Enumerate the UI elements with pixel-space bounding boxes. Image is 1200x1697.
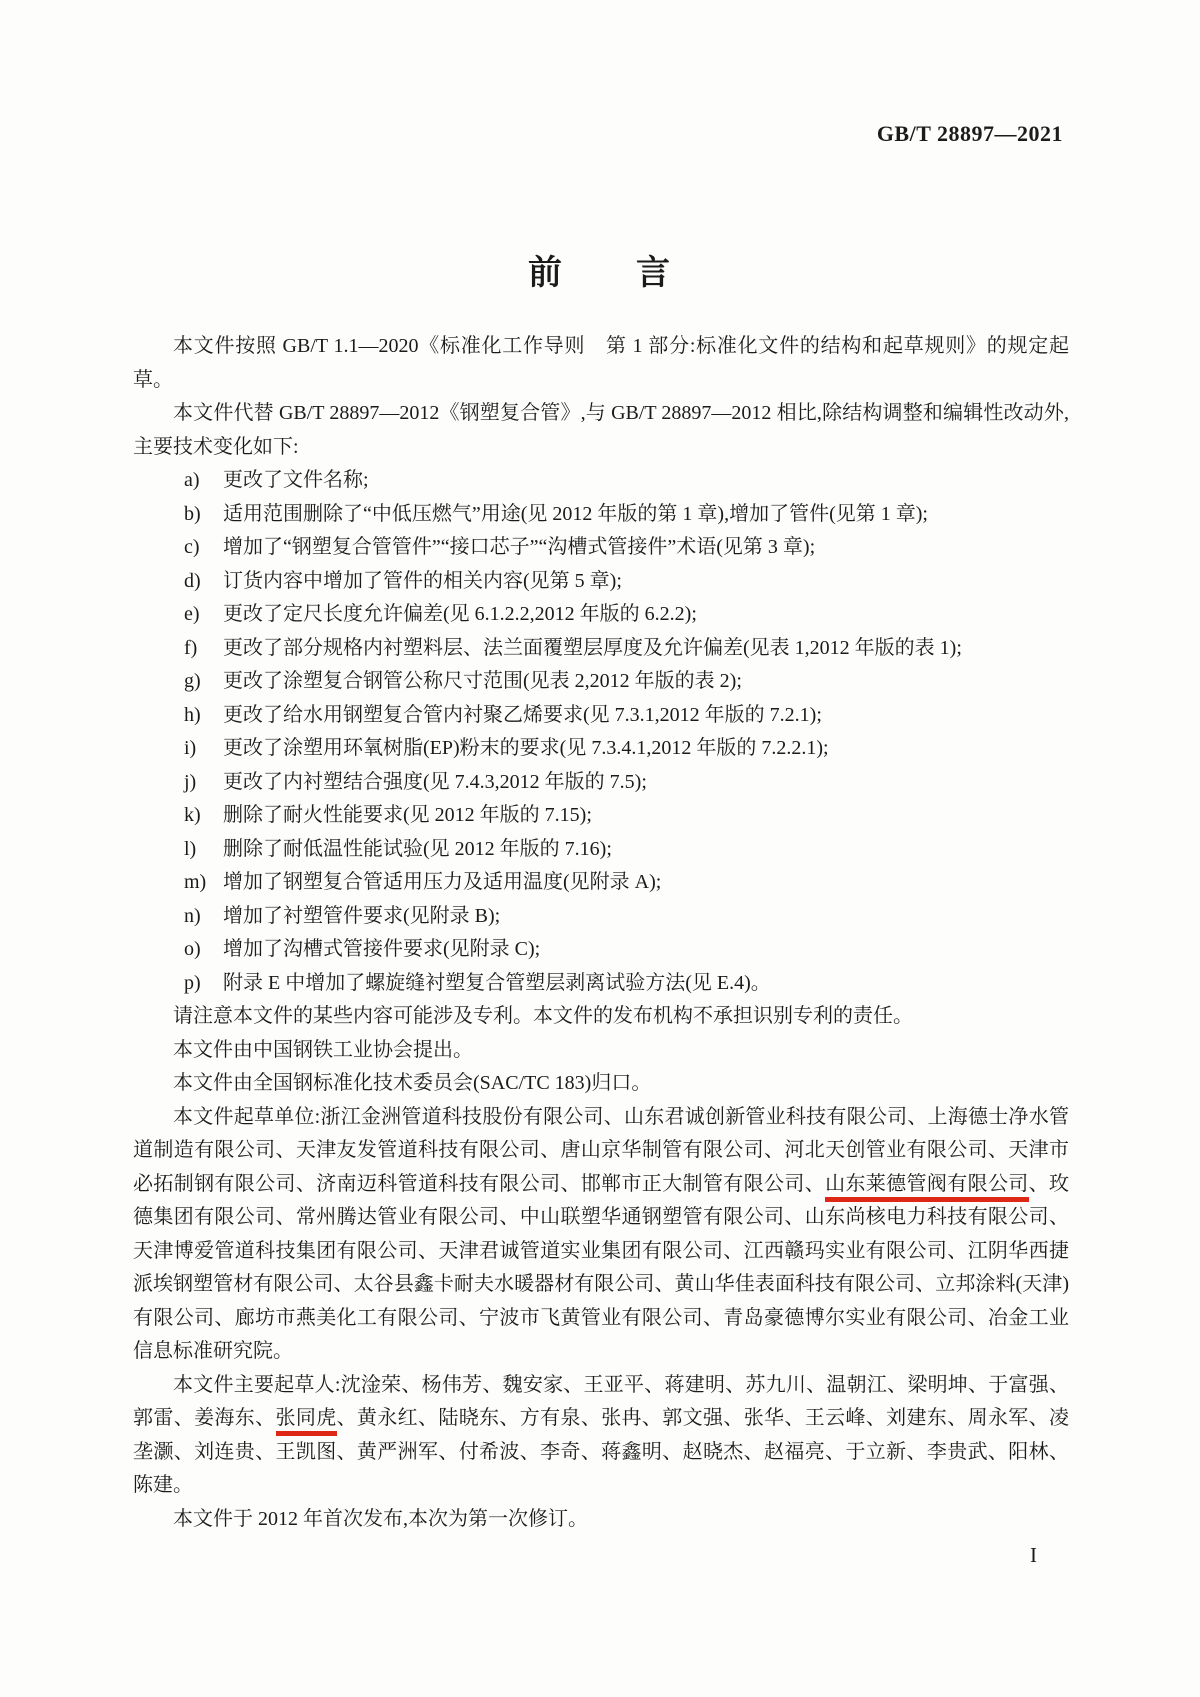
change-item-text: 订货内容中增加了管件的相关内容(见第 5 章); [223,569,622,592]
page-number: I [1030,1543,1037,1567]
change-item-label: g) [184,670,201,692]
change-item-label: j) [184,770,197,793]
change-item-label: f) [184,636,198,659]
change-item [133,799,1069,833]
foreword-paragraph-replaces: 本文件代替 GB/T 28897—2012《钢塑复合管》,与 GB/T 28897—2012 相比,除结构调整和编辑性改动外,主要技术变化如下: [133,402,1069,458]
change-item-label: b) [184,502,201,525]
change-item [133,933,1069,967]
change-item-text: 更改了涂塑用环氧树脂(EP)粉末的要求(见 7.3.4.1,2012 年版的 7.2.2.1); [223,737,829,759]
change-item-label: d) [184,569,201,592]
technical-changes-list [133,464,1069,1000]
change-item-text: 增加了钢塑复合管适用压力及适用温度(见附录 A); [223,871,662,893]
change-item-label: m) [184,871,207,893]
standard-number: GB/T 28897—2021 [876,121,1063,146]
drafting-units-prefix: 本文件起草单位:浙江金洲管道科技股份有限公司、山东君诚创新管业科技有限公司、上海德士净水管道制造有限公司、天津友发管道科技有限公司、唐山京华制管有限公司、河北天创管业有限公司、天津市必拓制钢有限公司、济南迈科管道科技有限公司、邯郸市正大制管有限公司、 [133,1105,1069,1195]
drafting-units-paragraph [133,1101,1069,1369]
change-item-text: 删除了耐低温性能试验(见 2012 年版的 7.16); [223,837,612,860]
change-item-label: k) [184,804,201,826]
change-item [133,464,1069,498]
drafters-prefix: 本文件主要起草人:沈淦荣、杨伟芳、魏安家、王亚平、蒋建明、苏九川、温朝江、梁明坤、于富强、郭雷、姜海东、 [133,1373,1069,1429]
change-item-label: l) [184,837,197,860]
change-item-label: i) [184,737,197,759]
change-item-label: p) [184,971,201,994]
change-item-text: 更改了部分规格内衬塑料层、法兰面覆塑层厚度及允许偏差(见表 1,2012 年版的表 1); [223,636,962,659]
red-underline-annotation-company: 山东莱德管阀有限公司 [825,1173,1029,1202]
change-item-text: 更改了文件名称; [223,469,369,491]
drafters-suffix: 、黄永红、陆晓东、方有泉、张冉、郭文强、张华、王云峰、刘建东、周永军、凌垄灏、刘连贵、王凯图、黄严洲军、付希波、李奇、蒋鑫明、赵晓杰、赵福亮、于立新、李贵武、阳林、陈建。 [133,1407,1070,1496]
change-item-text: 增加了“钢塑复合管管件”“接口芯子”“沟槽式管接件”术语(见第 3 章); [223,536,816,558]
drafting-units-suffix: 、玫德集团有限公司、常州腾达管业有限公司、中山联塑华通钢塑管有限公司、山东尚核电力科技有限公司、天津博爱管道科技集团有限公司、天津君诚管道实业集团有限公司、江西赣玛实业有限公司、江阴华西捷派埃钢塑管材有限公司、太谷县鑫卡耐夫水暖器材有限公司、黄山华佳表面科技有限公司、立邦涂料(天津)有限公司、廊坊市燕美化工有限公司、宁波市飞黄管业有限公司、青岛豪德博尔实业有限公司、冶金工业信息标准研究院。 [133,1172,1070,1362]
change-item [133,833,1069,867]
change-item-label: c) [184,536,200,558]
red-underline-annotation-person: 张同虎 [276,1407,337,1436]
change-item-text: 附录 E 中增加了螺旋缝衬塑复合管塑层剥离试验方法(见 E.4)。 [223,971,771,994]
centralized-by-paragraph: 本文件由全国钢标准化技术委员会(SAC/TC 183)归口。 [173,1072,652,1094]
patent-notice-paragraph: 请注意本文件的某些内容可能涉及专利。本文件的发布机构不承担识别专利的责任。 [173,1005,913,1027]
change-item [133,766,1069,800]
change-item-text: 更改了给水用钢塑复合管内衬聚乙烯要求(见 7.3.1,2012 年版的 7.2.1); [223,703,822,726]
change-item [133,732,1069,766]
change-item-label: e) [184,603,200,625]
change-item [133,632,1069,666]
proposed-by-paragraph: 本文件由中国钢铁工业协会提出。 [173,1038,473,1061]
change-item-text: 适用范围删除了“中低压燃气”用途(见 2012 年版的第 1 章),增加了管件(见第 1 章); [223,502,928,525]
change-item-text: 增加了沟槽式管接件要求(见附录 C); [223,938,541,960]
change-item [133,967,1069,1001]
revision-history-paragraph: 本文件于 2012 年首次发布,本次为第一次修订。 [173,1507,588,1530]
change-item [133,498,1069,532]
change-item [133,565,1069,599]
change-item-text: 增加了衬塑管件要求(见附录 B); [223,904,501,927]
change-item [133,699,1069,733]
change-item-text: 更改了涂塑复合钢管公称尺寸范围(见表 2,2012 年版的表 2); [223,670,742,692]
change-item-text: 更改了定尺长度允许偏差(见 6.1.2.2,2012 年版的 6.2.2); [223,603,697,625]
change-item-text: 删除了耐火性能要求(见 2012 年版的 7.15); [223,804,592,826]
change-item [133,531,1069,565]
page-title: 前 言 [528,254,672,292]
change-item [133,900,1069,934]
foreword-content [133,330,1069,1536]
change-item-label: h) [184,703,201,726]
change-item-label: n) [184,904,201,927]
change-item [133,598,1069,632]
drafters-paragraph [133,1369,1069,1503]
foreword-paragraph-basis: 本文件按照 GB/T 1.1—2020《标准化工作导则 第 1 部分:标准化文件的结构和起草规则》的规定起草。 [133,335,1069,391]
change-item-label: a) [184,469,200,491]
change-item-label: o) [184,938,201,960]
change-item [133,866,1069,900]
change-item-text: 更改了内衬塑结合强度(见 7.4.3,2012 年版的 7.5); [223,770,647,793]
change-item [133,665,1069,699]
